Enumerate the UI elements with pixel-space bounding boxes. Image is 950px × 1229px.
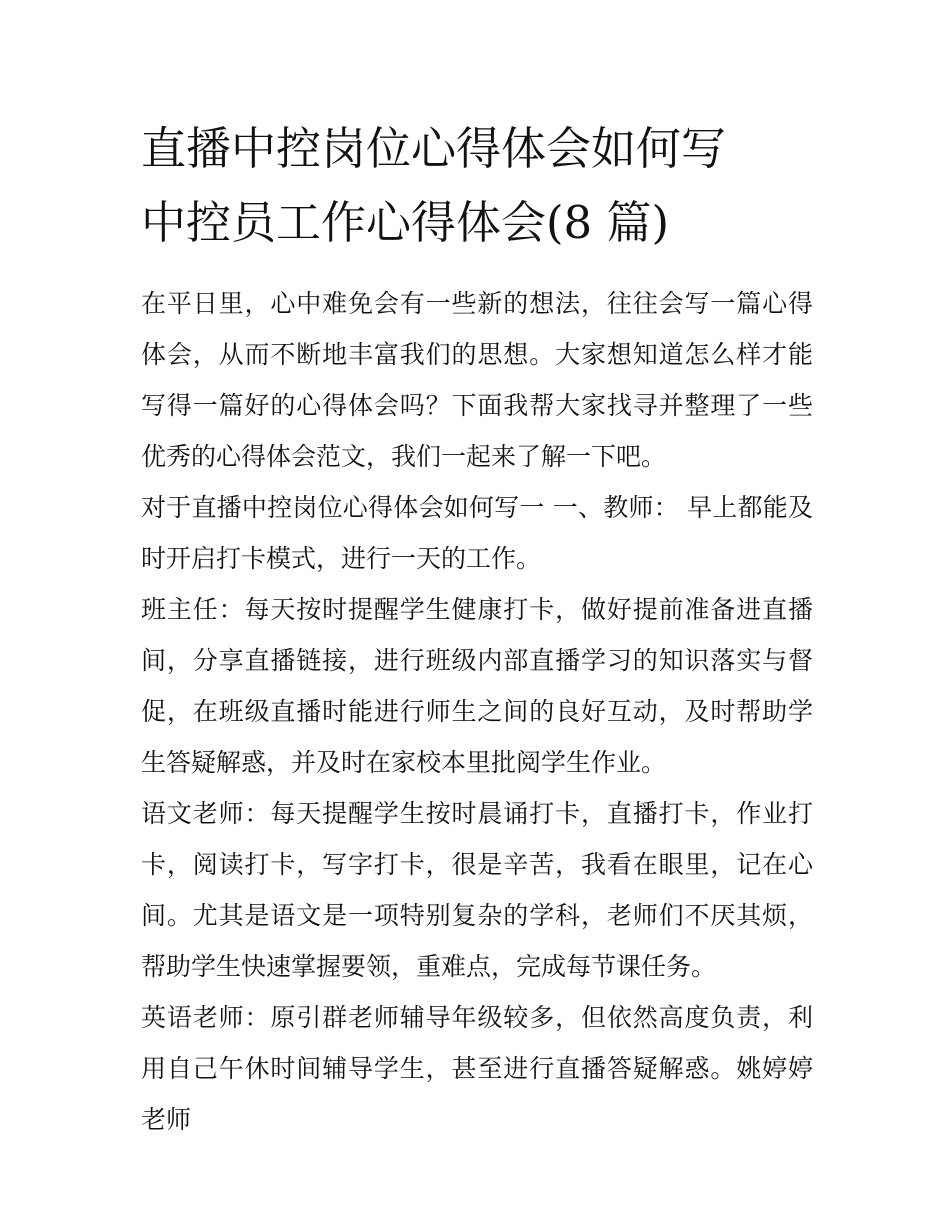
intro-paragraph: 在平日里，心中难免会有一些新的想法，往往会写一篇心得体会，从而不断地丰富我们的思想。大家想知道怎么样才能写得一篇好的心得体会吗？下面我帮大家找寻并整理了一些优秀的心得体会范文，我们一起来了解一下吧。	[141, 289, 813, 471]
document-content	[141, 112, 813, 1145]
title-line-1: 直播中控岗位心得体会如何写	[141, 122, 727, 175]
document-title	[141, 112, 813, 260]
chinese-teacher-paragraph: 语文老师：每天提醒学生按时晨诵打卡，直播打卡，作业打卡，阅读打卡，写字打卡，很是辛苦，我看在眼里，记在心间。尤其是语文是一项特别复杂的学科，老师们不厌其烦，帮助学生快速掌握要领，重难点，完成每节课任务。	[141, 799, 813, 981]
title-line-2: 中控员工作心得体会(8 篇)	[141, 196, 670, 249]
section-heading-paragraph: 对于直播中控岗位心得体会如何写一 一、教师： 早上都能及时开启打卡模式，进行一天的工作。	[141, 493, 813, 573]
english-teacher-paragraph: 英语老师：原引群老师辅导年级较多，但依然高度负责，利用自己午休时间辅导学生，甚至进行直播答疑解惑。姚婷婷老师	[141, 1003, 813, 1134]
head-teacher-paragraph: 班主任：每天按时提醒学生健康打卡，做好提前准备进直播间，分享直播链接，进行班级内部直播学习的知识落实与督促，在班级直播时能进行师生之间的良好互动，及时帮助学生答疑解惑，并及时在家校本里批阅学生作业。	[141, 595, 813, 777]
document-body	[141, 278, 813, 1145]
